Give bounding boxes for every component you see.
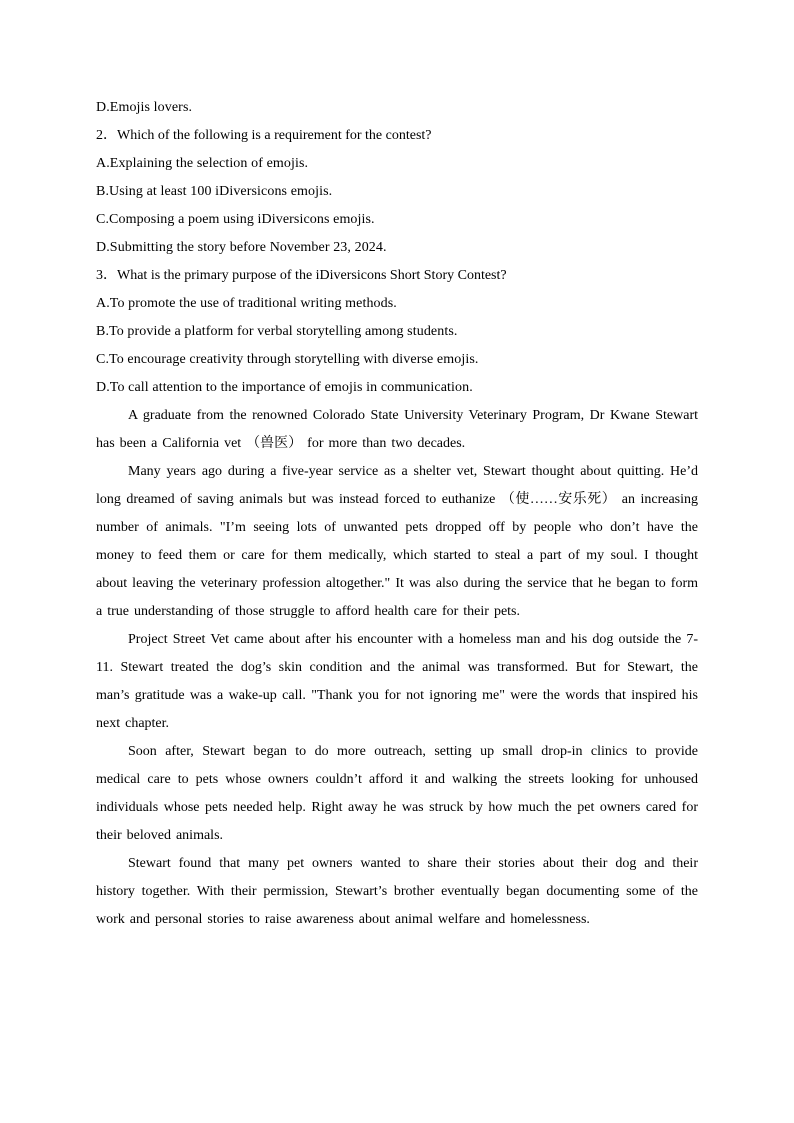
passage-paragraph-5: Stewart found that many pet owners wanted to share their stories about their dog and their history together. With their permission, Stewart’s brother eventually began documenting some of the work and personal stories to raise awareness about animal welfare and homelessness. [96,856,698,927]
q1-option-d: D.Emojis lovers. [96,100,193,115]
question-3-option-b: B.To provide a platform for verbal storytelling among students. [96,324,458,339]
question-2-stem: 2．Which of the following is a requirement for the contest? [96,128,432,143]
question-3-option-d: D.To call attention to the importance of emojis in communication. [96,380,473,395]
passage-paragraph-3: Project Street Vet came about after his encounter with a homeless man and his dog outside the 7-11. Stewart treated the dog’s skin condition and the animal was transformed. But for Stewart, the man’s gratitude was a wake-up call. "Thank you for not ignoring me" were the words that inspired his next chapter. [96,632,698,731]
passage-paragraph-2: Many years ago during a five-year service as a shelter vet, Stewart thought about quitting. He’d long dreamed of saving animals but was instead forced to euthanize （使……安乐死） an increasing number of animals. "I’m seeing lots of unwanted pets dropped off by people who don’t have the money to feed them or care for them medically, which started to steal a part of my soul. I thought about leaving the veterinary profession altogether." It was also during the service that he began to form a true understanding of those struggle to afford health care for their pets. [96,464,698,619]
question-3-option-a: A.To promote the use of traditional writing methods. [96,296,397,311]
passage-paragraph-1: A graduate from the renowned Colorado State University Veterinary Program, Dr Kwane Stewart has been a California vet （兽医） for more than two decades. [96,408,698,451]
question-2-option-d: D.Submitting the story before November 23, 2024. [96,240,387,255]
passage-paragraph-4: Soon after, Stewart began to do more outreach, setting up small drop-in clinics to provide medical care to pets whose owners couldn’t afford it and walking the streets looking for unhoused individuals whose pets needed help. Right away he was struck by how much the pet owners cared for their beloved animals. [96,744,698,843]
question-3-stem: 3．What is the primary purpose of the iDiversicons Short Story Contest? [96,268,507,283]
question-2 [96,122,698,262]
question-2-option-b: B.Using at least 100 iDiversicons emojis. [96,184,333,199]
reading-passage [96,402,698,934]
question-3-option-c: C.To encourage creativity through storytelling with diverse emojis. [96,352,479,367]
question-2-option-c: C.Composing a poem using iDiversicons emojis. [96,212,375,227]
question-2-option-a: A.Explaining the selection of emojis. [96,156,309,171]
document-page [96,94,698,934]
question-3 [96,262,698,402]
